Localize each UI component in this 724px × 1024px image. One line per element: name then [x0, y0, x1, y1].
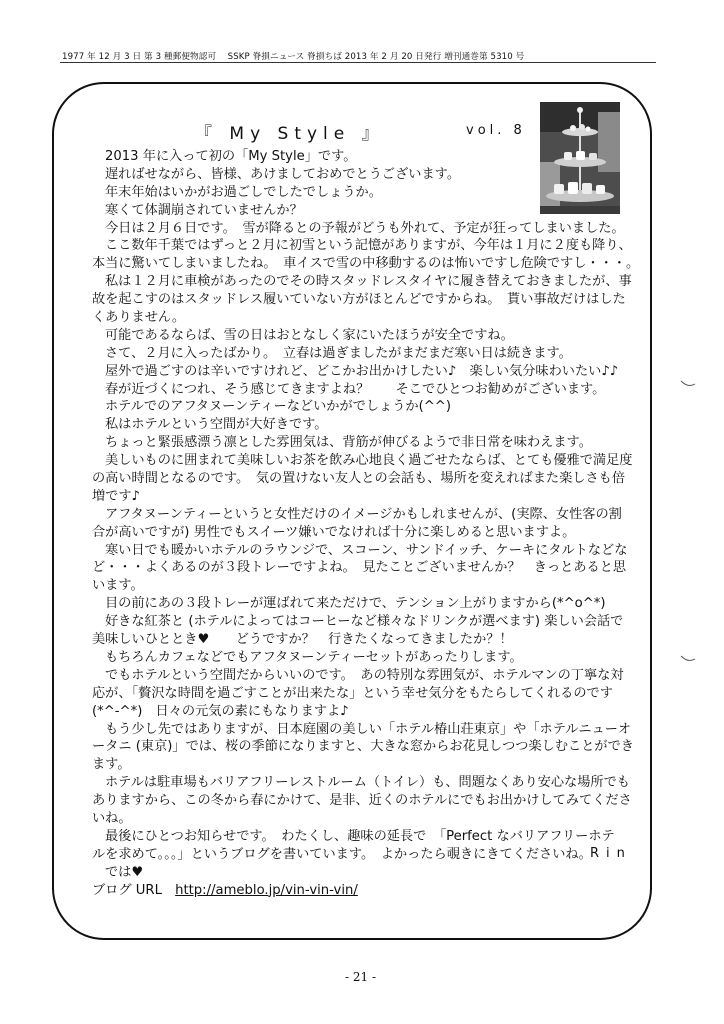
article-line: ホテルでのアフタヌーンティーなどいかがでしょうか(^^)	[105, 399, 451, 415]
article-line: の高い時間となるのです。 気の置けない友人との会話も、場所を変えればまた楽しさも倍	[92, 471, 626, 487]
article-title: 『 My Style 』	[195, 124, 385, 144]
article-line: ここ数年千葉ではずっと２月に初雪という記憶がありますが、今年は１月に２度も降り、	[105, 238, 632, 254]
article-line: ルを求めて。。。」というブログを書いています。 よかったら覗きにきてくださいね。	[92, 846, 592, 862]
article-line: 年末年始はいかがお過ごしでしたでしょうか。	[105, 184, 382, 200]
article-line: くありません。	[92, 310, 186, 326]
article-line: ます。	[92, 757, 131, 773]
article-line: 好きな紅茶と (ホテルによってはコーヒーなど様々なドリンクが選べます) 楽しい会話で	[105, 614, 624, 630]
article-line: 2013 年に入って初の「My Style」です。	[105, 149, 357, 164]
article-line: います。	[92, 578, 144, 594]
article-line: アフタヌーンティーというと女性だけのイメージかもしれませんが、(実際、女性客の割	[105, 506, 622, 522]
article-line: 美味しいひととき♥ どうですか？ 行きたくなってきましたか？！	[92, 632, 513, 648]
article-line: 寒い日でも暖かいホテルのラウンジで、スコーン、サンドイッチ、ケーキにタルトなどな	[105, 542, 628, 558]
article-line: 屋外で過ごすのは辛いですけれど、どこかお出かけしたい♪ 楽しい気分味わいたい♪♪	[105, 363, 619, 379]
article-body	[92, 148, 640, 899]
article-line: 合が高いですが) 男性でもスイーツ嫌いでなければ十分に楽しめると思いますよ。	[92, 524, 576, 540]
article-line: 美しいものに囲まれて美味しいお茶を飲み心地良く過ごせたならば、とても優雅で満足度	[105, 453, 633, 469]
article-line: 今日は２月６日です。 雪が降るとの予報がどうも外れて、予定が狂ってしまいました。	[105, 220, 625, 236]
article-line: (*^-^*) 日々の元気の素にもなりますよ♪	[92, 703, 349, 719]
article-line: 可能であるならば、雪の日はおとなしく家にいたほうが安全ですね。	[105, 327, 514, 343]
article-line: ータニ (東京)」では、桜の季節になりますと、大きな窓からお花見しつつ楽しむことができ	[92, 739, 634, 755]
blog-url-label: ブログ URL	[92, 882, 162, 898]
article-line: ど・・・よくあるのが３段トレーですよね。 見たことございませんか？ きっとあると思	[92, 560, 627, 576]
article-line: さて、２月に入ったばかり。 立春は過ぎましたがまだまだ寒い日は続きます。	[105, 345, 572, 361]
article-line: 春が近づくにつれ、そう感じてきますよね？ そこでひとつお勧めがございます。	[105, 381, 606, 397]
page-number: - 21 -	[345, 970, 377, 984]
blog-url-line	[92, 882, 632, 900]
article-line: ちょっと緊張感漂う凛とした雰囲気は、背筋が伸びるようで非日常を味わえます。	[105, 435, 592, 451]
article-line: 私はホテルという空間が大好きです。	[105, 417, 328, 433]
article-line: では♥	[105, 864, 144, 880]
author-signature: Rin	[590, 846, 632, 861]
article-line: 私は１２月に車検があったのでその時スタッドレスタイヤに履き替えておきましたが、事	[105, 274, 632, 290]
volume-label: vol. 8	[466, 123, 526, 138]
article-line: 本当に驚いてしまいましたね。 車イスで雪の中移動するのは怖いですし危険ですし・・・。	[92, 256, 640, 272]
blog-url-link[interactable]: http://ameblo.jp/vin-vin-vin/	[175, 882, 358, 898]
article-line: 寒くて体調崩されていませんか？	[105, 202, 303, 218]
article-line: もう少し先ではありますが、日本庭園の美しい「ホテル椿山荘東京」や「ホテルニューオ	[105, 721, 631, 737]
binding-hole-mark-lower	[680, 655, 696, 663]
article-line: 増です♪	[92, 488, 140, 504]
article-line: ありますから、この冬から春にかけて、是非、近くのホテルにでもお出かけしてみてくださ	[92, 793, 632, 809]
article-line: 応が、「贅沢な時間を過ごすことが出来たな」という幸せ気分をもたらしてくれるのです	[92, 685, 613, 701]
article-line: 遅ればせながら、皆様、あけましておめでとうございます。	[105, 166, 461, 182]
article-line: 故を起こすのはスタッドレス履いていない方がほとんどですからね。 貰い事故だけはした	[92, 292, 626, 308]
blog-url-spacer	[162, 883, 175, 898]
article-line: でもホテルという空間だからいいのです。 あの特別な雰囲気が、ホテルマンの丁寧な対	[105, 667, 624, 683]
masthead-line: 1977 年 12 月 3 日 第 3 種郵便物認可 SSKP 脊損ニュース 脊損ちば 2013 年 2 月 20 日発行 増刊通巻第 5310 号	[62, 52, 525, 62]
binding-hole-mark-upper	[680, 380, 696, 388]
article-line: 最後にひとつお知らせです。 わたくし、趣味の延長で 「Perfect なバリアフリーホテ	[105, 828, 615, 844]
masthead-rule	[60, 62, 656, 63]
article-line: いね。	[92, 810, 132, 826]
article-line: 目の前にあの３段トレーが運ばれて来ただけで、テンション上がりますから(*^o^*)	[105, 596, 606, 612]
article-line: もちろんカフェなどでもアフタヌーンティーセットがあったりします。	[105, 649, 523, 665]
article-line: ホテルは駐車場もバリアフリーレストルーム（トイレ）も、問題なくあり安心な場所でも	[105, 775, 630, 791]
